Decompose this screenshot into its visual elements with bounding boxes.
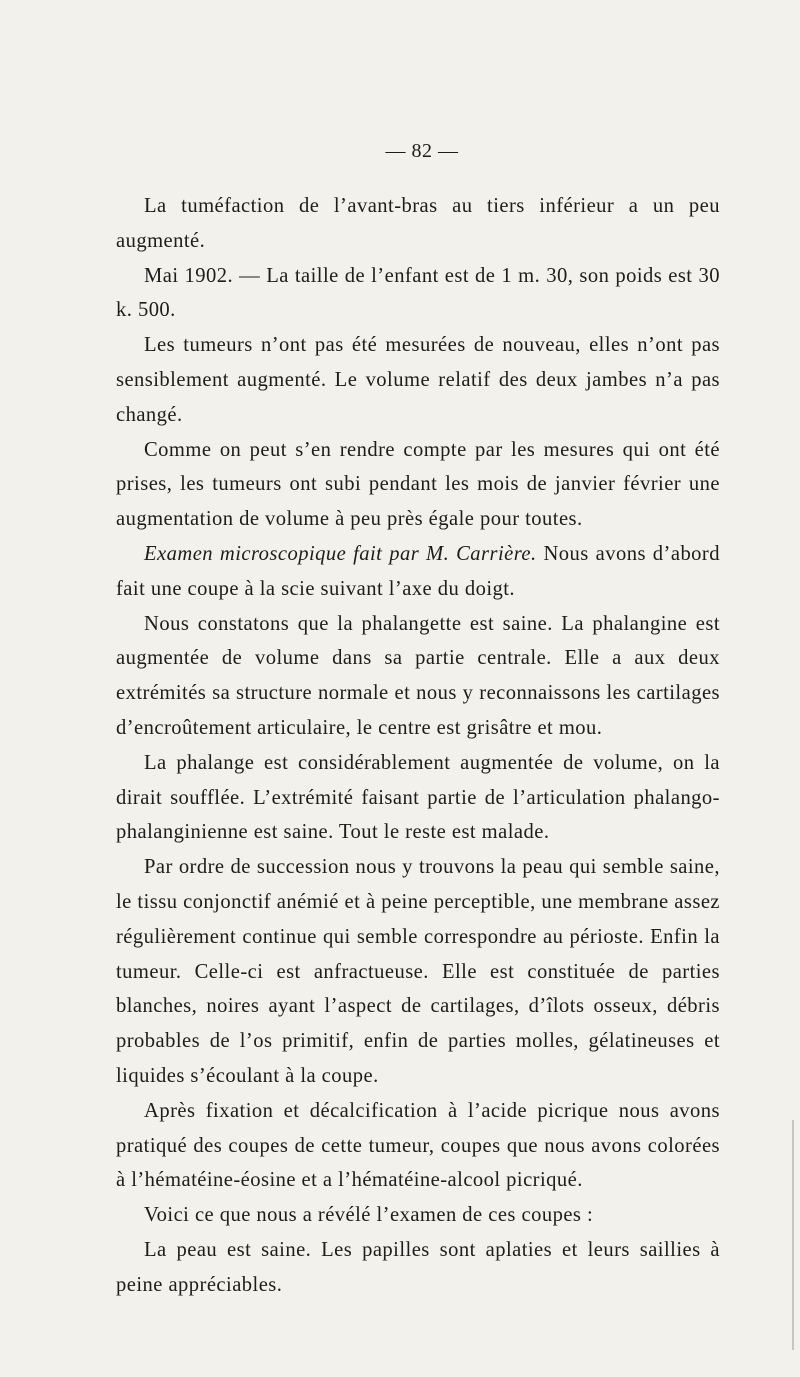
page-edge-shadow xyxy=(792,1120,794,1350)
paragraph-2: Mai 1902. — La taille de l’enfant est de 1 m. 30, son poids est 30 k. 500. xyxy=(116,264,720,322)
paragraph-6: Nous constatons que la phalangette est saine. La phalangine est augmentée de volume dans sa partie centrale. Elle a aux deux extrémités sa structure normale et nous y reconnaissons les cartilages d’encroûtement articulaire, le centre est grisâtre et mou. xyxy=(116,612,720,739)
paragraph-5-text: Nous avons d’abord fait une coupe à la scie suivant l’axe du doigt. xyxy=(116,542,720,600)
paragraph-11: La peau est saine. Les papilles sont aplaties et leurs saillies à peine appréciables. xyxy=(116,1238,720,1296)
paragraph-7: La phalange est considérablement augmentée de volume, on la dirait soufflée. L’extrémité faisant partie de l’articulation phalango-phalanginienne est saine. Tout le reste est malade. xyxy=(116,751,720,844)
section-heading-italic: Examen microscopique fait par M. Carrière. xyxy=(144,542,537,565)
paragraph-1: La tuméfaction de l’avant-bras au tiers inférieur a un peu augmenté. xyxy=(116,195,720,252)
paragraph-3: Les tumeurs n’ont pas été mesurées de nouveau, elles n’ont pas sensiblement augmenté. Le volume relatif des deux jambes n’a pas changé. xyxy=(116,334,720,426)
body-text xyxy=(116,189,720,1303)
page-number: — 82 — xyxy=(385,140,459,162)
paragraph-8: Par ordre de succession nous y trouvons la peau qui semble saine, le tissu conjonctif anémié et à peine perceptible, une membrane assez régulièrement continue qui semble correspondre au périoste. Enfin la tumeur. Celle-ci est anfractueuse. Elle est constituée de parties blanches, noires ayant l’aspect de cartilages, d’îlots osseux, débris probables de l’os primitif, enfin de parties molles, gélatineuses et liquides s’écoulant à la coupe. xyxy=(116,856,720,1087)
paragraph-9: Après fixation et décalcification à l’acide picrique nous avons pratiqué des coupes de cette tumeur, coupes que nous avons colorées à l’hématéine-éosine et a l’hématéine-alcool picriqué. xyxy=(116,1099,720,1192)
paragraph-4: Comme on peut s’en rendre compte par les mesures qui ont été prises, les tumeurs ont subi pendant les mois de janvier février une augmentation de volume à peu près égale pour toutes. xyxy=(116,438,720,531)
paragraph-10: Voici ce que nous a révélé l’examen de ces coupes : xyxy=(144,1204,594,1227)
paragraph-5 xyxy=(116,537,720,607)
